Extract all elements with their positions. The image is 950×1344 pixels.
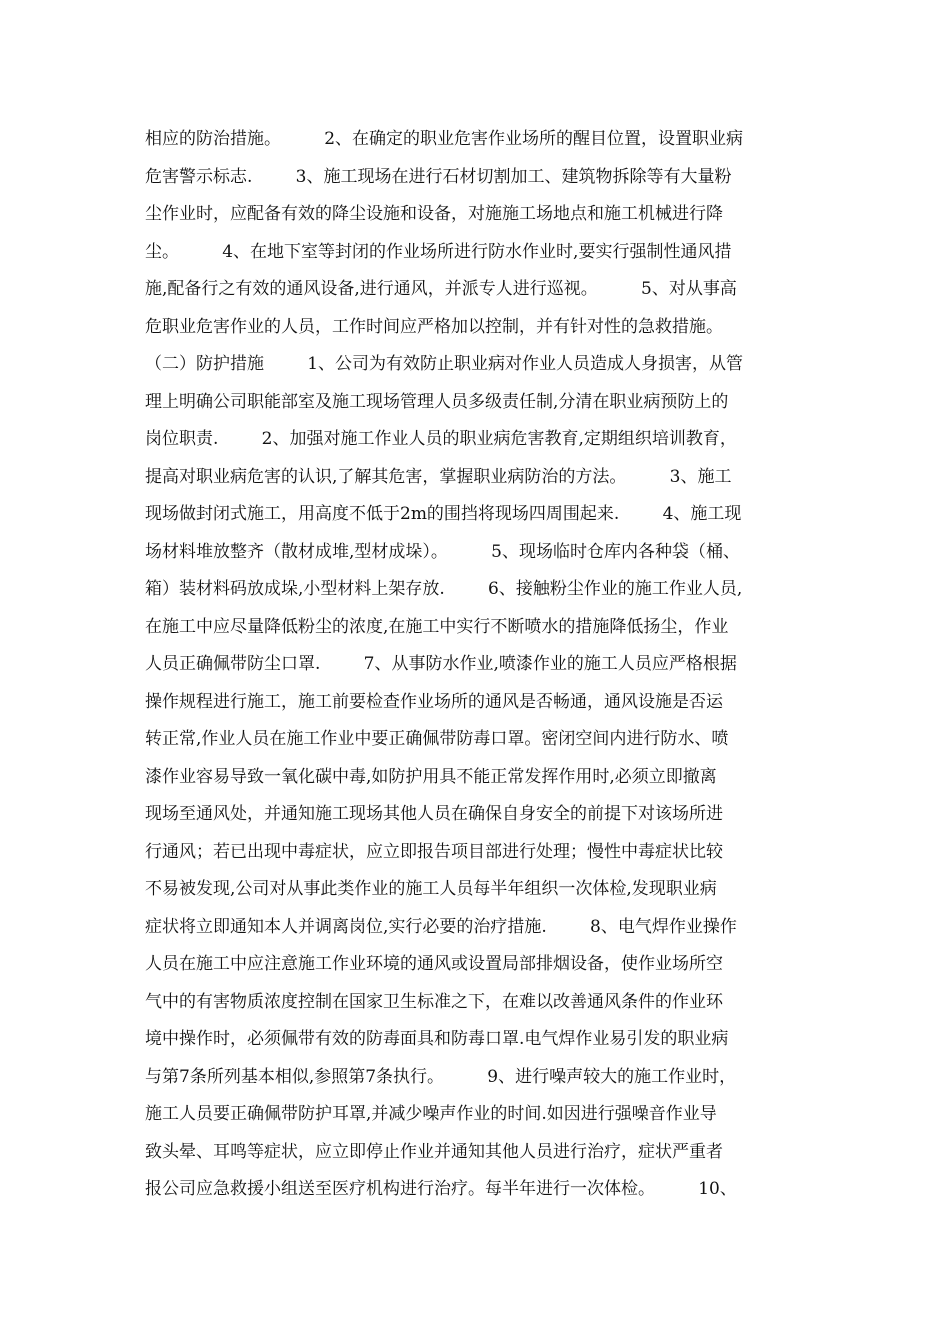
text-line: 不易被发现,公司对从事此类作业的施工人员每半年组织一次体检,发现职业病 xyxy=(145,879,717,899)
text-line: 转正常,作业人员在施工作业中要正确佩带防毒口罩。密闭空间内进行防水、喷 xyxy=(145,729,729,749)
body-text xyxy=(145,121,815,1209)
text-line: 在施工中应尽量降低粉尘的浓度,在施工中实行不断喷水的措施降低扬尘，作业 xyxy=(145,616,729,637)
text-line: 报公司应急救援小组送至医疗机构进行治疗。每半年进行一次体检。 10、 xyxy=(145,1179,737,1199)
text-line: 与第7条所列基本相似,参照第7条执行。 9、进行噪声较大的施工作业时， xyxy=(145,1066,737,1087)
text-line: 箱）装材料码放成垛,小型材料上架存放. 6、接触粉尘作业的施工作业人员, xyxy=(145,579,743,599)
text-line: 危害警示标志. 3、施工现场在进行石材切割加工、建筑物拆除等有大量粉 xyxy=(145,166,732,187)
text-line: 境中操作时，必须佩带有效的防毒面具和防毒口罩.电气焊作业易引发的职业病 xyxy=(145,1029,729,1049)
text-line: 人员在施工中应注意施工作业环境的通风或设置局部排烟设备，使作业场所空 xyxy=(145,954,723,974)
text-line: 现场至通风处，并通知施工现场其他人员在确保自身安全的前提下对该场所进 xyxy=(145,804,723,824)
text-line: 致头晕、耳鸣等症状，应立即停止作业并通知其他人员进行治疗，症状严重者 xyxy=(145,1141,723,1162)
text-line: 危职业危害作业的人员，工作时间应严格加以控制，并有针对性的急救措施。 xyxy=(145,316,723,337)
text-line: 理上明确公司职能部室及施工现场管理人员多级责任制,分清在职业病预防上的 xyxy=(145,391,729,412)
text-line: 人员正确佩带防尘口罩. 7、从事防水作业,喷漆作业的施工人员应严格根据 xyxy=(145,654,737,674)
text-line: 气中的有害物质浓度控制在国家卫生标准之下，在难以改善通风条件的作业环 xyxy=(145,991,723,1012)
text-line: 行通风；若已出现中毒症状，应立即报告项目部进行处理；慢性中毒症状比较 xyxy=(145,841,723,862)
text-line: 尘。 4、在地下室等封闭的作业场所进行防水作业时,要实行强制性通风措 xyxy=(145,241,732,262)
text-line: 尘作业时，应配备有效的降尘设施和设备，对施施工场地点和施工机械进行降 xyxy=(145,204,723,224)
text-line: 相应的防治措施。 2、在确定的职业危害作业场所的醒目位置，设置职业病 xyxy=(145,129,744,149)
text-line: 场材料堆放整齐（散材成堆,型材成垛）。 5、现场临时仓库内各种袋（桶、 xyxy=(145,541,740,562)
text-line: （二）防护措施 1、公司为有效防止职业病对作业人员造成人身损害，从管 xyxy=(145,354,744,374)
text-line: 症状将立即通知本人并调离岗位,实行必要的治疗措施. 8、电气焊作业操作 xyxy=(145,916,737,937)
text-line: 施,配备行之有效的通风设备,进行通风，并派专人进行巡视。 5、对从事高 xyxy=(145,279,737,299)
text-line: 岗位职责. 2、加强对施工作业人员的职业病危害教育,定期组织培训教育， xyxy=(145,429,737,449)
text-line: 施工人员要正确佩带防护耳罩,并减少噪声作业的时间.如因进行强噪音作业导 xyxy=(145,1104,717,1124)
text-line: 操作规程进行施工，施工前要检查作业场所的通风是否畅通，通风设施是否运 xyxy=(145,691,723,712)
text-line: 提高对职业病危害的认识,了解其危害，掌握职业病防治的方法。 3、施工 xyxy=(145,466,732,487)
text-line: 漆作业容易导致一氧化碳中毒,如防护用具不能正常发挥作用时,必须立即撤离 xyxy=(145,766,717,787)
text-line: 现场做封闭式施工，用高度不低于2m的围挡将现场四周围起来. 4、施工现 xyxy=(145,504,742,524)
